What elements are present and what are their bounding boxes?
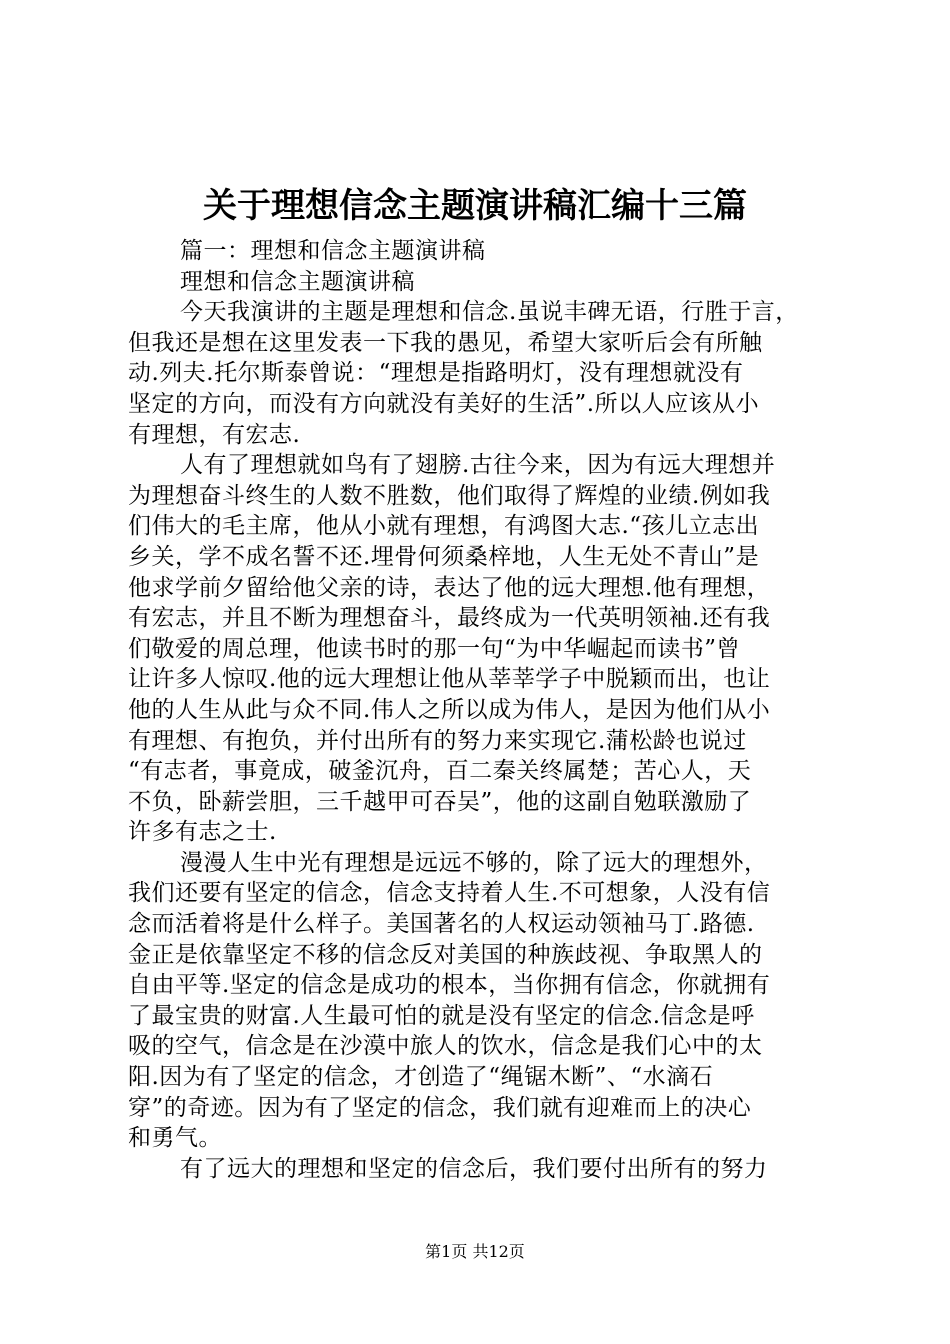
document-body (128, 236, 838, 1184)
text-line: 坚定的方向，而没有方向就没有美好的生活”.所以人应该从小 (128, 390, 760, 417)
text-line: 自由平等.坚定的信念是成功的根本，当你拥有信念，你就拥有 (128, 972, 771, 999)
text-line: 有理想、有抱负，并付出所有的努力来实现它.蒲松龄也说过 (128, 727, 747, 754)
text-line: 人有了理想就如鸟有了翅膀.古往今来，因为有远大理想并 (180, 452, 776, 479)
text-line: 漫漫人生中光有理想是远远不够的，除了远大的理想外， (180, 849, 768, 876)
text-line: 们伟大的毛主席，他从小就有理想，有鸿图大志.“孩儿立志出 (128, 513, 760, 540)
text-line: 为理想奋斗终生的人数不胜数，他们取得了辉煌的业绩.例如我 (128, 482, 771, 509)
text-line: 有理想，有宏志. (128, 421, 301, 448)
text-line: 许多有志之士. (128, 819, 277, 846)
text-line: 让许多人惊叹.他的远大理想让他从莘莘学子中脱颖而出，也让 (128, 666, 771, 693)
text-line: 但我还是想在这里发表一下我的愚见，希望大家听后会有所触 (128, 329, 763, 356)
text-line: 我们还要有坚定的信念，信念支持着人生.不可想象，人没有信 (128, 880, 771, 907)
page-footer: 第1页 共12页 (425, 1242, 525, 1261)
text-line: 阳.因为有了坚定的信念，才创造了“绳锯木断”、“水滴石 (128, 1064, 714, 1091)
text-line: 他求学前夕留给他父亲的诗，表达了他的远大理想.他有理想， (128, 574, 771, 601)
text-line: 了最宝贵的财富.人生最可怕的就是没有坚定的信念.信念是呼 (128, 1002, 755, 1029)
text-line: “有志者，事竟成，破釜沉舟，百二秦关终属楚；苦心人，天 (128, 758, 752, 785)
text-line: 念而活着将是什么样子。美国著名的人权运动领袖马丁.路德. (128, 911, 755, 938)
text-line: 乡关，学不成名誓不还.埋骨何须桑梓地，人生无处不青山”是 (128, 543, 760, 570)
section-heading: 篇一：理想和信念主题演讲稿 (180, 238, 486, 264)
text-line: 吸的空气，信念是在沙漠中旅人的饮水，信念是我们心中的太 (128, 1033, 763, 1060)
text-line: 他的人生从此与众不同.伟人之所以成为伟人，是因为他们从小 (128, 696, 771, 723)
text-line: 和勇气。 (128, 1125, 222, 1152)
speech-title: 理想和信念主题演讲稿 (180, 268, 415, 295)
text-line: 动.列夫.托尔斯泰曾说：“理想是指路明灯，没有理想就没有 (128, 360, 744, 387)
text-line: 今天我演讲的主题是理想和信念.虽说丰碑无语，行胜于言， (180, 299, 799, 326)
text-line: 们敬爱的周总理，他读书时的那一句“为中华崛起而读书”曾 (128, 635, 741, 662)
text-line: 有了远大的理想和坚定的信念后，我们要付出所有的努力 (180, 1155, 768, 1182)
text-line: 金正是依靠坚定不移的信念反对美国的种族歧视、争取黑人的 (128, 941, 763, 968)
document-title: 关于理想信念主题演讲稿汇编十三篇 (203, 186, 747, 226)
text-line: 有宏志，并且不断为理想奋斗，最终成为一代英明领袖.还有我 (128, 605, 771, 632)
text-line: 不负，卧薪尝胆，三千越甲可吞吴”，他的这副自勉联激励了 (128, 788, 752, 815)
text-line: 穿”的奇迹。因为有了坚定的信念，我们就有迎难而上的决心 (128, 1094, 752, 1121)
